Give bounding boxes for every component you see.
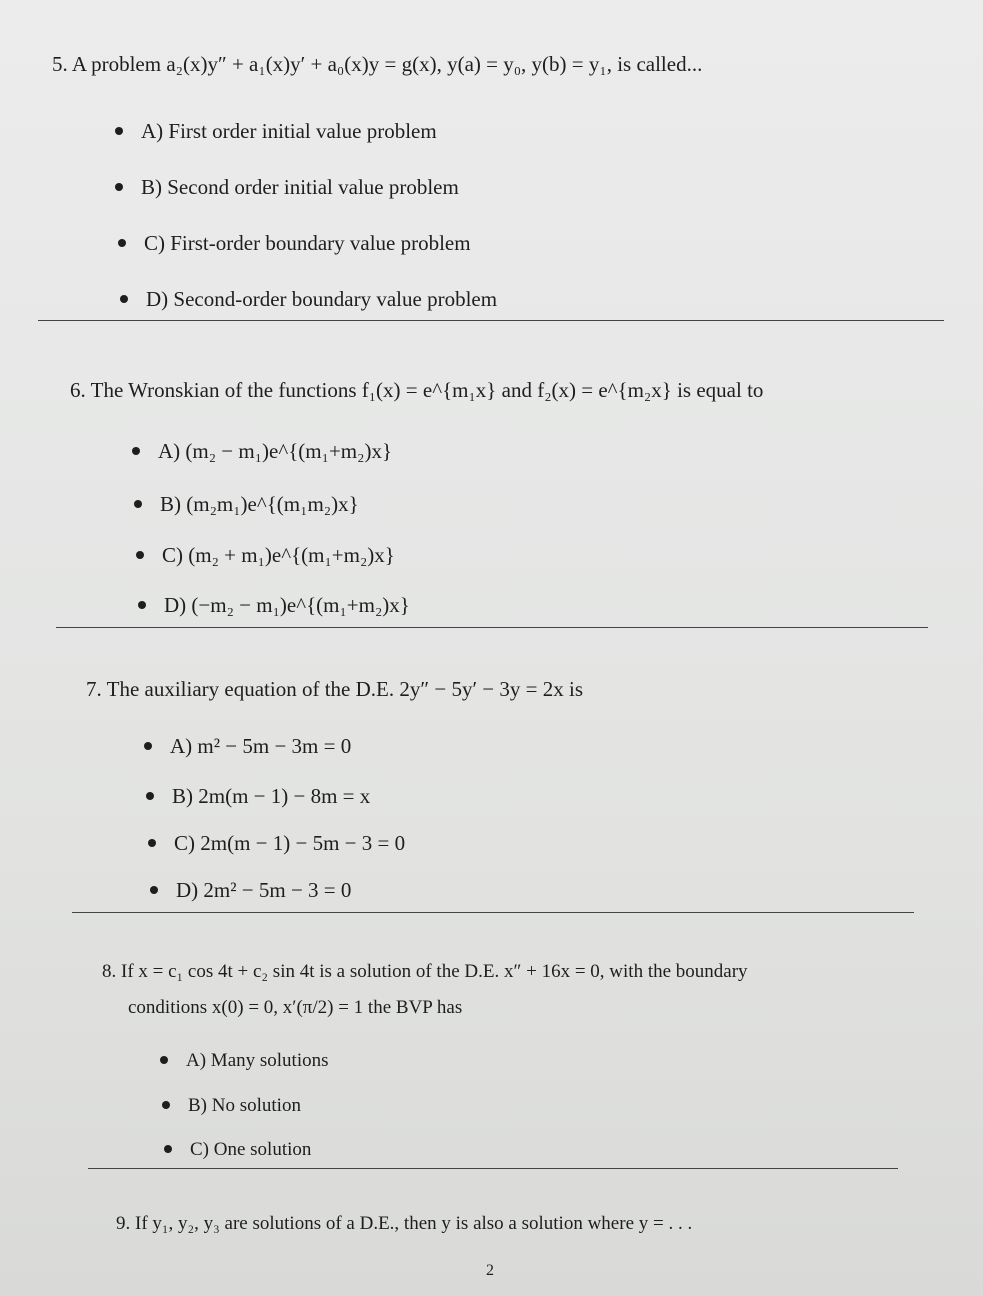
q7-option-a-label: A) m² − 5m − 3m = 0	[170, 734, 352, 758]
divider-q5	[38, 320, 944, 321]
divider-q8	[88, 1168, 898, 1169]
q8-option-c-label: C) One solution	[190, 1139, 312, 1160]
bullet-icon	[120, 295, 128, 303]
bullet-icon	[118, 239, 126, 247]
bullet-icon	[132, 447, 140, 455]
bullet-icon	[146, 792, 154, 800]
q6-option-c	[136, 543, 395, 568]
question-7-text: 7. The auxiliary equation of the D.E. 2y″ − 5y′ − 3y = 2x is	[86, 677, 583, 701]
page-number: 2	[486, 1262, 494, 1279]
q5-option-c	[118, 231, 471, 256]
q8-option-c	[164, 1139, 311, 1161]
bullet-icon	[134, 500, 142, 508]
q6-option-b-label: B) (m₂m₁)e^{(m₁m₂)x}	[160, 492, 359, 516]
q6-option-d	[138, 593, 410, 618]
bullet-icon	[162, 1101, 170, 1109]
q5-option-d	[120, 287, 497, 312]
q6-option-b	[134, 492, 359, 517]
q5-option-b-label: B) Second order initial value problem	[141, 175, 459, 199]
bullet-icon	[115, 183, 123, 191]
bullet-icon	[115, 127, 123, 135]
q5-option-d-label: D) Second-order boundary value problem	[146, 287, 498, 311]
bullet-icon	[160, 1056, 168, 1064]
q5-option-a	[115, 119, 437, 144]
question-8-line1: 8. If x = c₁ cos 4t + c₂ sin 4t is a solution of the D.E. x″ + 16x = 0, with the boundary	[102, 961, 748, 982]
q7-option-b-label: B) 2m(m − 1) − 8m = x	[172, 784, 371, 808]
bullet-icon	[144, 742, 152, 750]
q7-option-c-label: C) 2m(m − 1) − 5m − 3 = 0	[174, 831, 406, 855]
bullet-icon	[164, 1145, 172, 1153]
q7-option-a	[144, 734, 351, 759]
divider-q7	[72, 912, 914, 913]
question-8-line2: conditions x(0) = 0, x′(π/2) = 1 the BVP has	[128, 997, 463, 1018]
bullet-icon	[136, 551, 144, 559]
bullet-icon	[138, 601, 146, 609]
q6-option-a-label: A) (m₂ − m₁)e^{(m₁+m₂)x}	[158, 439, 393, 463]
bullet-icon	[150, 886, 158, 894]
q5-option-c-label: C) First-order boundary value problem	[144, 231, 471, 255]
q7-option-c	[148, 831, 405, 856]
q8-option-a	[160, 1050, 329, 1072]
q6-option-c-label: C) (m₂ + m₁)e^{(m₁+m₂)x}	[162, 543, 395, 567]
divider-q6	[56, 627, 928, 628]
q8-option-a-label: A) Many solutions	[186, 1050, 329, 1071]
q6-option-a	[132, 439, 392, 464]
q5-option-b	[115, 175, 459, 200]
q8-option-b-label: B) No solution	[188, 1095, 301, 1116]
bullet-icon	[148, 839, 156, 847]
q7-option-d	[150, 878, 351, 903]
question-6-text: 6. The Wronskian of the functions f₁(x) = e^{m₁x} and f₂(x) = e^{m₂x} is equal to	[70, 378, 764, 402]
q6-option-d-label: D) (−m₂ − m₁)e^{(m₁+m₂)x}	[164, 593, 410, 617]
q7-option-d-label: D) 2m² − 5m − 3 = 0	[176, 878, 352, 902]
q8-option-b	[162, 1095, 301, 1117]
question-5-text: 5. A problem a₂(x)y″ + a₁(x)y′ + a₀(x)y = g(x), y(a) = y₀, y(b) = y₁, is called...	[52, 52, 703, 76]
q5-option-a-label: A) First order initial value problem	[141, 119, 437, 143]
question-9-text: 9. If y₁, y₂, y₃ are solutions of a D.E., then y is also a solution where y = . . .	[116, 1213, 693, 1234]
q7-option-b	[146, 784, 370, 809]
